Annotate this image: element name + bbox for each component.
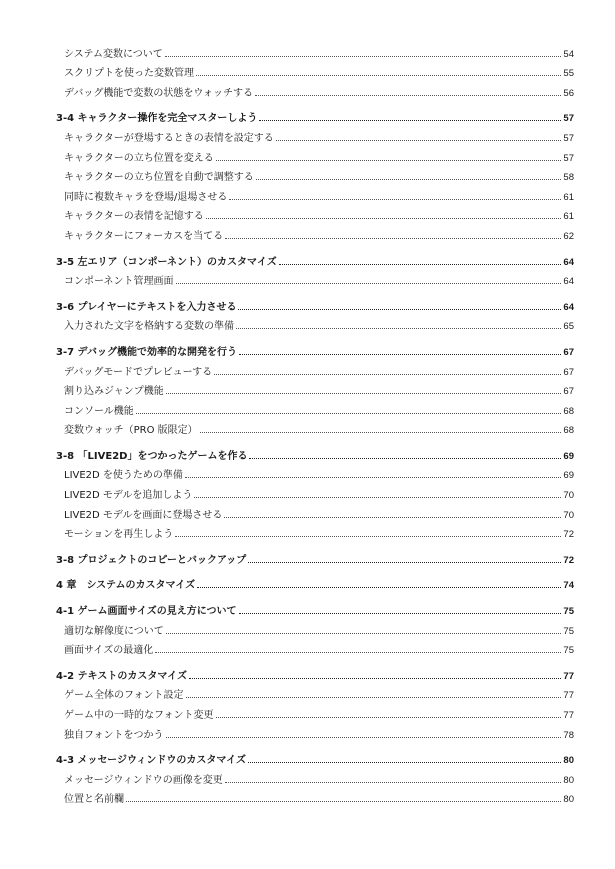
dot-leader	[216, 160, 562, 161]
dot-leader	[255, 95, 561, 96]
dot-leader	[166, 393, 562, 394]
toc-entry[interactable]	[56, 60, 574, 80]
toc-label: 3-6 プレイヤーにテキストを入力させる	[56, 301, 237, 313]
toc-page-number: 75	[563, 645, 574, 657]
toc-entry[interactable]	[56, 417, 574, 437]
toc-entry[interactable]	[56, 521, 574, 541]
toc-entry[interactable]	[56, 79, 574, 99]
toc-entry[interactable]	[56, 786, 574, 806]
toc-entry[interactable]	[56, 358, 574, 378]
toc-entry[interactable]	[56, 481, 574, 501]
dot-leader	[225, 238, 561, 239]
toc-label: 3-7 デバッグ機能で効率的な開発を行う	[56, 346, 237, 358]
toc-page-number: 67	[563, 386, 574, 398]
toc-label: 3-4 キャラクター操作を完全マスターしよう	[56, 113, 258, 125]
toc-page-number: 62	[563, 230, 574, 242]
toc-label: 3-8 プロジェクトのコピーとバックアップ	[56, 554, 247, 566]
toc-label: 画面サイズの最適化	[64, 645, 154, 657]
dot-leader	[259, 120, 561, 121]
toc-label: LIVE2D モデルを画面に登場させる	[64, 509, 223, 521]
toc-page-number: 67	[563, 366, 574, 378]
toc-entry[interactable]	[56, 144, 574, 164]
toc-page-number: 70	[563, 490, 574, 502]
toc-section-heading[interactable]	[56, 442, 574, 462]
toc-page-number: 64	[563, 301, 574, 313]
toc-label: キャラクターが登場するときの表情を設定する	[64, 132, 274, 144]
toc-page-number: 61	[563, 211, 574, 223]
toc-page-number: 57	[563, 152, 574, 164]
toc-entry[interactable]	[56, 268, 574, 288]
toc-page-number: 72	[563, 529, 574, 541]
toc-section-heading[interactable]	[56, 546, 574, 566]
dot-leader	[224, 517, 561, 518]
toc-section-heading[interactable]	[56, 747, 574, 767]
dot-leader	[214, 374, 561, 375]
toc-page-number: 75	[563, 606, 574, 618]
toc-label: 4 章 システムのカスタマイズ	[56, 580, 196, 592]
dot-leader	[249, 458, 561, 459]
toc-label: キャラクターにフォーカスを当てる	[64, 230, 224, 242]
toc-label: LIVE2D を使うための準備	[64, 470, 183, 482]
toc-page-number: 80	[563, 794, 574, 806]
toc-label: キャラクターの立ち位置を変える	[64, 152, 214, 164]
dot-leader	[166, 633, 562, 634]
dot-leader	[229, 199, 561, 200]
toc-page-number: 77	[563, 690, 574, 702]
toc-label: 3-5 左エリア（コンポーネント）のカスタマイズ	[56, 256, 277, 268]
toc-label: 入力された文字を格納する変数の準備	[64, 321, 234, 333]
toc-label: キャラクターの立ち位置を自動で調整する	[64, 172, 254, 184]
toc-page-number: 68	[563, 405, 574, 417]
toc-entry[interactable]	[56, 124, 574, 144]
toc-entry[interactable]	[56, 40, 574, 60]
toc-entry[interactable]	[56, 682, 574, 702]
dot-leader	[194, 497, 561, 498]
toc-label: 位置と名前欄	[64, 794, 124, 806]
toc-label: デバッグ機能で変数の状態をウォッチする	[64, 87, 253, 99]
toc-page-number: 65	[563, 321, 574, 333]
toc-page-number: 56	[563, 87, 574, 99]
toc-entry[interactable]	[56, 701, 574, 721]
dot-leader	[176, 283, 562, 284]
toc-label: 独自フォントをつかう	[64, 729, 164, 741]
toc-entry[interactable]	[56, 164, 574, 184]
toc-page-number: 61	[563, 191, 574, 203]
toc-page-number: 69	[563, 450, 574, 462]
toc-entry[interactable]	[56, 637, 574, 657]
toc-page-number: 54	[563, 48, 574, 60]
toc-entry[interactable]	[56, 222, 574, 242]
toc-entry[interactable]	[56, 183, 574, 203]
toc-label: 同時に複数キャラを登場/退場させる	[64, 191, 228, 203]
toc-page-number: 69	[563, 470, 574, 482]
toc-page-number: 64	[563, 256, 574, 268]
dot-leader	[126, 801, 561, 802]
dot-leader	[200, 432, 562, 433]
toc-page-number: 80	[563, 755, 574, 767]
toc-entry[interactable]	[56, 501, 574, 521]
toc-label: メッセージウィンドウの画像を変更	[64, 774, 223, 786]
dot-leader	[248, 762, 561, 763]
toc-page-number: 78	[563, 729, 574, 741]
toc-section-heading[interactable]	[56, 662, 574, 682]
toc-section-heading[interactable]	[56, 338, 574, 358]
dot-leader	[248, 562, 561, 563]
dot-leader	[276, 140, 562, 141]
toc-label: ゲーム全体のフォント設定	[64, 690, 184, 702]
dot-leader	[206, 218, 562, 219]
toc-label: 割り込みジャンプ機能	[64, 386, 164, 398]
toc-section-heading[interactable]	[56, 105, 574, 125]
toc-section-heading[interactable]	[56, 293, 574, 313]
dot-leader	[136, 413, 562, 414]
dot-leader	[279, 264, 562, 265]
toc-entry[interactable]	[56, 397, 574, 417]
table-of-contents	[56, 40, 574, 805]
dot-leader	[239, 354, 561, 355]
dot-leader	[196, 75, 561, 76]
toc-page-number: 67	[563, 346, 574, 358]
toc-page-number: 75	[563, 625, 574, 637]
toc-section-heading[interactable]	[56, 597, 574, 617]
dot-leader	[216, 717, 562, 718]
toc-label: キャラクターの表情を記憶する	[64, 211, 204, 223]
toc-label: コンソール機能	[64, 405, 134, 417]
toc-entry[interactable]	[56, 378, 574, 398]
toc-page-number: 80	[563, 774, 574, 786]
toc-label: ゲーム中の一時的なフォント変更	[64, 710, 214, 721]
toc-label: LIVE2D モデルを追加しよう	[64, 490, 193, 502]
dot-leader	[175, 536, 561, 537]
toc-label: 4-2 テキストのカスタマイズ	[56, 670, 188, 682]
toc-label: モーションを再生しよう	[64, 529, 174, 541]
dot-leader	[197, 587, 561, 588]
dot-leader	[225, 782, 562, 783]
toc-entry[interactable]	[56, 203, 574, 223]
toc-entry[interactable]	[56, 617, 574, 637]
toc-page-number: 74	[563, 580, 574, 592]
toc-page-number: 68	[563, 425, 574, 437]
toc-page-number: 77	[563, 670, 574, 682]
dot-leader	[238, 309, 561, 310]
toc-label: 3-8 「LIVE2D」をつかったゲームを作る	[56, 450, 248, 462]
toc-section-heading[interactable]	[56, 572, 574, 592]
toc-label: 4-1 ゲーム画面サイズの見え方について	[56, 606, 237, 618]
dot-leader	[155, 652, 561, 653]
dot-leader	[236, 328, 561, 329]
toc-page-number: 72	[563, 554, 574, 566]
toc-label: スクリプトを使った変数管理	[64, 68, 194, 80]
dot-leader	[166, 737, 562, 738]
toc-label: 適切な解像度について	[64, 625, 164, 637]
dot-leader	[239, 613, 562, 614]
toc-entry[interactable]	[56, 766, 574, 786]
toc-label: 4-3 メッセージウィンドウのカスタマイズ	[56, 755, 247, 767]
toc-entry[interactable]	[56, 313, 574, 333]
toc-entry[interactable]	[56, 462, 574, 482]
toc-label: 変数ウォッチ（PRO 版限定）	[64, 425, 198, 437]
dot-leader	[256, 179, 562, 180]
toc-label: デバッグモードでプレビューする	[64, 366, 213, 378]
toc-page-number: 57	[563, 113, 574, 125]
dot-leader	[165, 56, 562, 57]
toc-page-number: 57	[563, 132, 574, 144]
dot-leader	[189, 678, 561, 679]
toc-label: コンポーネント管理画面	[64, 276, 174, 288]
toc-section-heading[interactable]	[56, 248, 574, 268]
toc-page-number: 77	[563, 710, 574, 721]
toc-page-number: 58	[563, 172, 574, 184]
dot-leader	[186, 697, 562, 698]
toc-page-number: 55	[563, 68, 574, 80]
toc-label: システム変数について	[64, 48, 163, 60]
dot-leader	[185, 477, 562, 478]
toc-page-number: 70	[563, 509, 574, 521]
toc-page-number: 64	[563, 276, 574, 288]
toc-entry[interactable]	[56, 721, 574, 741]
